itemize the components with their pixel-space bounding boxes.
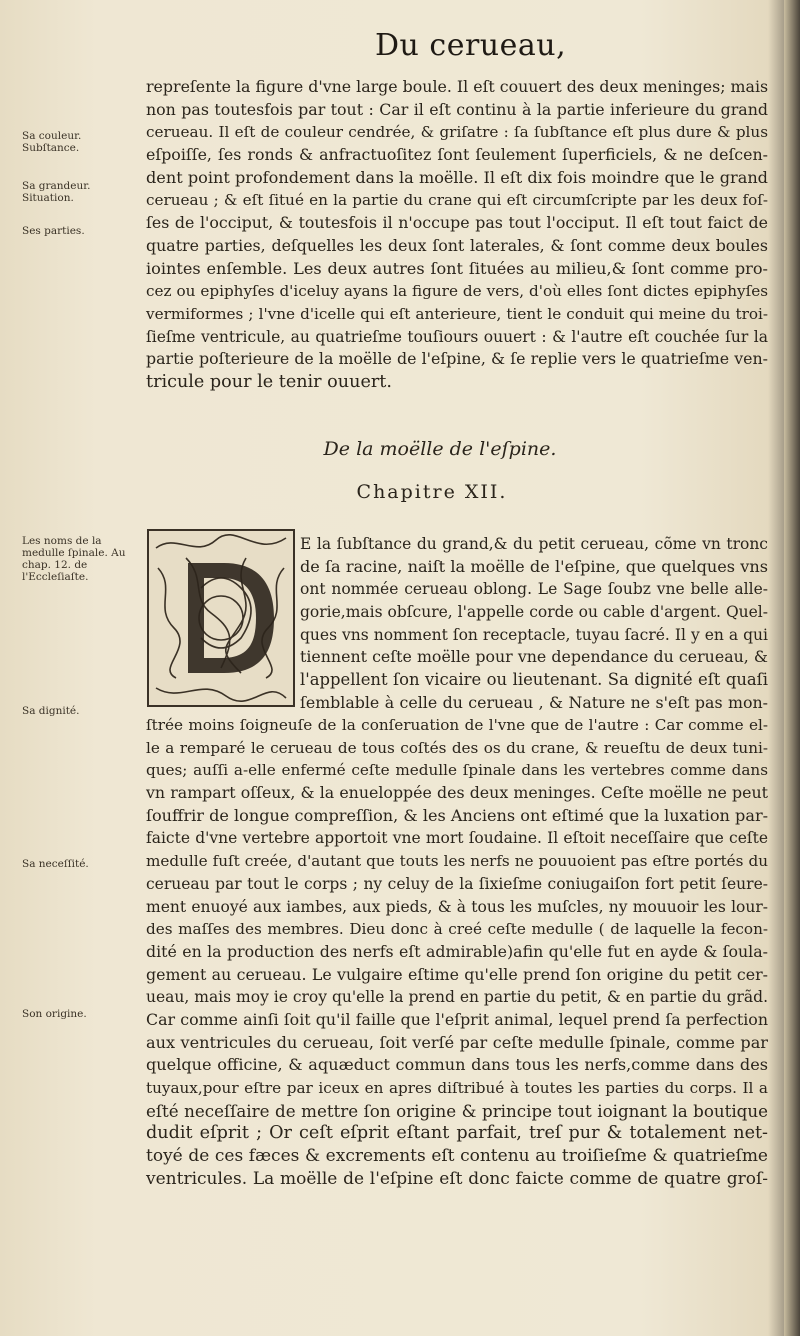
text-line: vn rampart oſſeux, & la enueloppée des deux meninges. Ceſte moëlle ne peut — [146, 783, 768, 803]
paragraph-moelle-intro — [300, 533, 768, 715]
page-edge-shadow — [784, 0, 800, 1336]
text-line: ques; auſſi a-elle enfermé ceſte medulle ſpinale dans les vertebres comme dans — [146, 761, 768, 780]
text-line: ont nommée cerueau oblong. Le Sage ſoubz vne belle alle- — [300, 580, 768, 599]
section-title: De la moëlle de l'eſpine. — [323, 438, 557, 460]
margin-note-parties: Ses parties. — [22, 225, 85, 237]
text-line: ment enuoyé aux iambes, aux pieds, & à tous les muſcles, ny mouuoir les lour- — [146, 897, 768, 916]
text-line: de ſa racine, naiſt la moëlle de l'eſpine, que quelques vns — [300, 556, 768, 576]
text-line: Car comme ainſi ſoit qu'il faille que l'eſprit animal, lequel prend ſa perfection — [146, 1009, 768, 1029]
text-line: ques vns nomment ſon receptacle, tuyau ſacré. Il y en a qui — [300, 625, 768, 644]
text-line: gement au cerueau. Le vulgaire eſtime qu'elle prend ſon origine du petit cer- — [146, 964, 768, 984]
text-line: aux ventricules du cerueau, ſoit verſé par ceſte medulle ſpinale, comme par — [146, 1032, 768, 1052]
margin-note-substance: Sa couleur. Subſtance. — [22, 130, 82, 154]
margin-note-necessite: Sa neceſſité. — [22, 858, 89, 870]
margin-note-grandeur: Sa grandeur. Situation. — [22, 180, 91, 204]
margin-note-origine: Son origine. — [22, 1008, 87, 1020]
text-line: l'appellent ſon vicaire ou lieutenant. Sa dignité eſt quaſi — [300, 670, 768, 690]
decorated-initial-d — [146, 528, 296, 708]
text-line: tiennent ceſte moëlle pour vne dependance du cerueau, & — [300, 647, 768, 667]
text-line: cerueau ; & eſt ſitué en la partie du crane qui eſt circumſcripte par les deux foſ- — [146, 191, 768, 210]
paragraph-cervelet — [146, 76, 768, 394]
text-line: ventricules. La moëlle de l'eſpine eſt donc faicte comme de quatre groſ- — [146, 1168, 768, 1189]
text-line: partie poſterieure de la moëlle de l'eſpine, & ſe replie vers le quatrieſme ven- — [146, 349, 768, 369]
paragraph-moelle-body — [146, 714, 768, 1190]
text-line: cerueau par tout le corps ; ny celuy de la ſixieſme coniugaiſon fort petit ſeure- — [146, 874, 768, 893]
text-line: des maſſes des membres. Dieu donc à creé ceſte medulle ( de laquelle la fecon- — [146, 920, 768, 939]
text-line: eſté neceſſaire de mettre ſon origine & principe tout ioignant la boutique — [146, 1100, 768, 1121]
text-line: tricule pour le tenir ouuert. — [146, 371, 392, 392]
text-line: eſpoiſſe, ſes ronds & anfractuoſitez ſont ſeulement ſuperficiels, & ne deſcen- — [146, 145, 768, 165]
text-line: quatre parties, deſquelles les deux ſont laterales, & ſont comme deux boules — [146, 235, 768, 255]
text-line: repreſente la figure d'vne large boule. Il eſt couuert des deux meninges; mais — [146, 77, 769, 96]
text-line: cerueau. Il eſt de couleur cendrée, & griſatre : ſa ſubſtance eſt plus dure & plus — [146, 123, 768, 142]
text-line: ſemblable à celle du cerueau , & Nature ne s'eſt pas mon- — [300, 692, 768, 712]
margin-note-noms: Les noms de la medulle ſpinale. Au chap. 12. de l'Eccleſiaſte. — [22, 535, 126, 583]
text-line: ſtrée moins ſoigneuſe de la conſeruation de l'vne que de l'autre : Car comme el- — [146, 716, 768, 734]
text-line: dent point profondement dans la moëlle. Il eſt dix fois moindre que le grand — [146, 167, 768, 187]
text-line: le a remparé le cerueau de tous coſtés des os du crane, & reueſtu de deux tuni- — [146, 738, 768, 757]
text-line: faicte d'vne vertebre apportoit vne mort ſoudaine. Il eſtoit neceſſaire que ceſte — [146, 829, 768, 848]
text-line: ſieſme ventricule, au quatrieſme touſiours ouuert : & l'autre eſt couchée ſur la — [146, 327, 768, 346]
text-line: quelque officine, & aquæduct commun dans tous les nerfs,comme dans des — [146, 1055, 768, 1075]
text-line: medulle fuſt creée, d'autant que touts les nerfs ne pouuoient pas eſtre portés du — [146, 852, 768, 871]
text-line: iointes enſemble. Les deux autres ſont ſituées au milieu,& ſont comme pro- — [146, 258, 768, 278]
ornament-icon — [146, 528, 296, 708]
margin-note-dignite: Sa dignité. — [22, 705, 80, 717]
text-line: E la ſubſtance du grand,& du petit cerueau, cõme vn tronc — [300, 535, 768, 553]
text-line: ſes de l'occiput, & toutesfois il n'occupe pas tout l'occiput. Il eſt tout faict de — [146, 213, 768, 233]
text-line: ſouffrir de longue compreſſion, & les Anciens ont eſtimé que la luxation par- — [146, 805, 769, 825]
text-line: non pas toutesfois par tout : Car il eſt continu à la partie inferieure du grand — [146, 99, 768, 119]
text-line: gorie,mais obſcure, l'appelle corde ou cable d'argent. Quel- — [300, 603, 768, 622]
text-line: ueau, mais moy ie croy qu'elle la prend en partie du petit, & en partie du grãd. — [146, 988, 768, 1007]
text-line: dudit eſprit ; Or ceſt eſprit eſtant parfait, treſ pur & totalement net- — [146, 1123, 768, 1144]
text-line: vermiformes ; l'vne d'icelle qui eſt anterieure, tient le conduit qui meine du troi- — [146, 304, 768, 323]
text-line: toyé de ces fæces & excrements eſt contenu au troiſieſme & quatrieſme — [146, 1146, 768, 1167]
running-head: Du cerueau, — [375, 28, 567, 63]
text-line: dité en la production des nerfs eſt admirable)afin qu'elle fut en ayde & ſoula- — [146, 941, 768, 961]
chapter-heading: Chapitre XII. — [356, 481, 508, 503]
text-line: tuyaux,pour eſtre par iceux en apres diſtribué à toutes les parties du corps. Il a — [146, 1079, 768, 1097]
text-line: cez ou epiphyſes d'iceluy ayans la figure de vers, d'où elles ſont dictes epiphyſes — [146, 282, 768, 301]
